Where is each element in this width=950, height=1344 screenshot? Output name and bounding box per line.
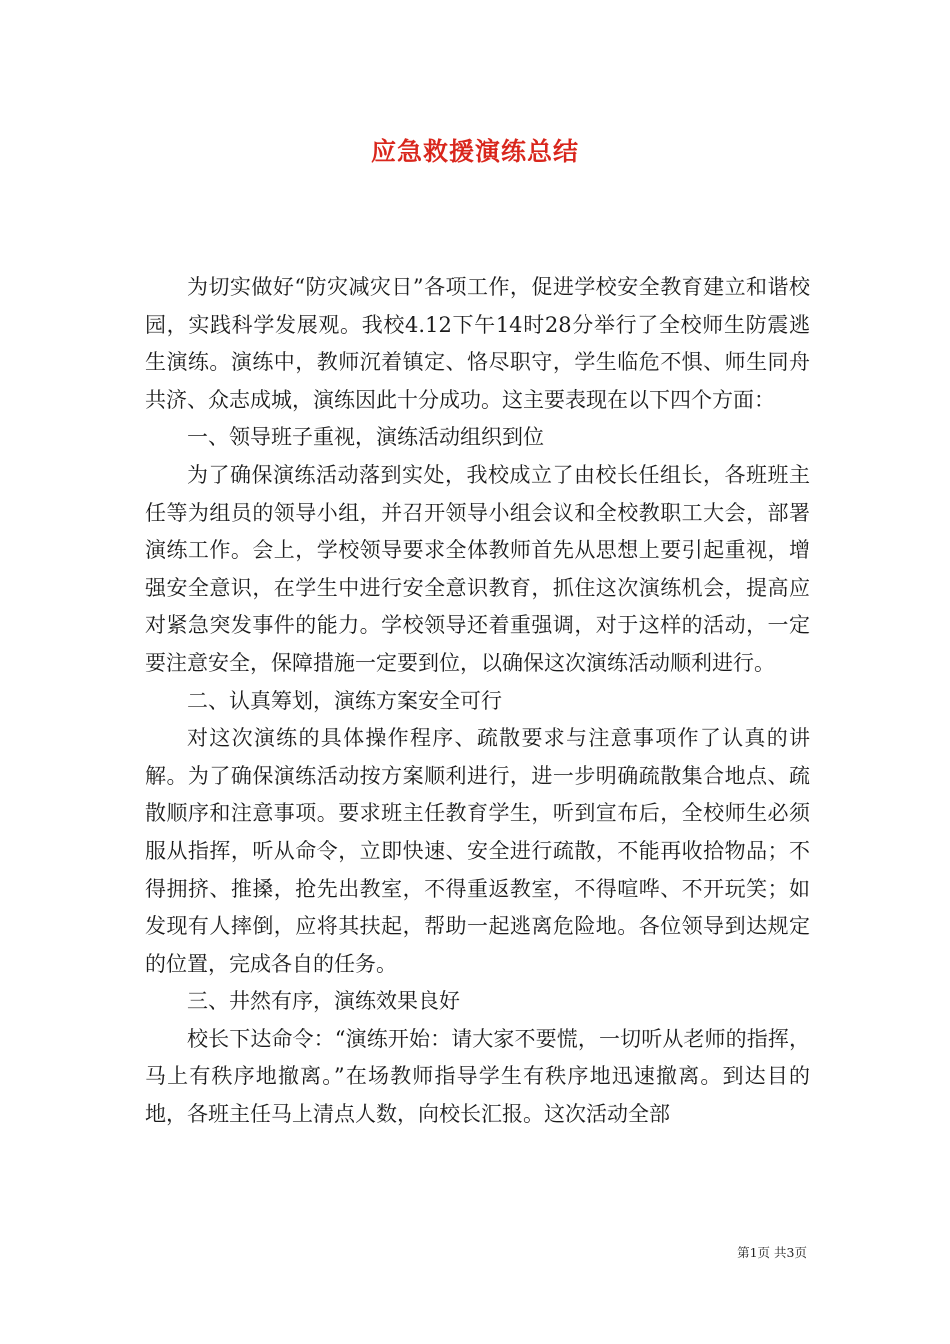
paragraph-section-3: 校长下达命令：“演练开始：请大家不要慌，一切听从老师的指挥，马上有秩序地撤离。”在场教师指导学生有秩序地迅速撤离。到达目的地，各班主任马上清点人数，向校长汇报。这次活动全部 [145, 1026, 810, 1127]
paragraph-section-1: 为了确保演练活动落到实处，我校成立了由校长任组长，各班班主任等为组员的领导小组，并召开领导小组会议和全校教职工大会，部署演练工作。会上，学校领导要求全体教师首先从思想上要引起重视，增强安全意识，在学生中进行安全意识教育，抓住这次演练机会，提高应对紧急突发事件的能力。学校领导还着重强调，对于这样的活动，一定要注意安全，保障措施一定要到位，以确保这次演练活动顺利进行。 [145, 462, 810, 675]
page-number: 第1页 共3页 [737, 1245, 807, 1260]
section-heading-1: 一、领导班子重视，演练活动组织到位 [187, 425, 544, 450]
paragraph-intro: 为切实做好“防灾减灾日”各项工作，促进学校安全教育建立和谐校园，实践科学发展观。我校4.12下午14时28分举行了全校师生防震逃生演练。演练中，教师沉着镇定、恪尽职守，学生临危不惧、师生同舟共济、众志成城，演练因此十分成功。这主要表现在以下四个方面： [145, 275, 810, 412]
document-title: 应急救援演练总结 [370, 137, 579, 166]
document-body [145, 269, 810, 1134]
paragraph-section-2: 对这次演练的具体操作程序、疏散要求与注意事项作了认真的讲解。为了确保演练活动按方案顺利进行，进一步明确疏散集合地点、疏散顺序和注意事项。要求班主任教育学生，听到宣布后，全校师生必须服从指挥，听从命令，立即快速、安全进行疏散，不能再收拾物品；不得拥挤、推搡，抢先出教室，不得重返教室，不得喧哗、不开玩笑；如发现有人摔倒，应将其扶起，帮助一起逃离危险地。各位领导到达规定的位置，完成各自的任务。 [145, 726, 810, 976]
section-heading-3: 三、井然有序，演练效果良好 [187, 989, 460, 1014]
section-heading-2: 二、认真筹划，演练方案安全可行 [187, 688, 502, 713]
